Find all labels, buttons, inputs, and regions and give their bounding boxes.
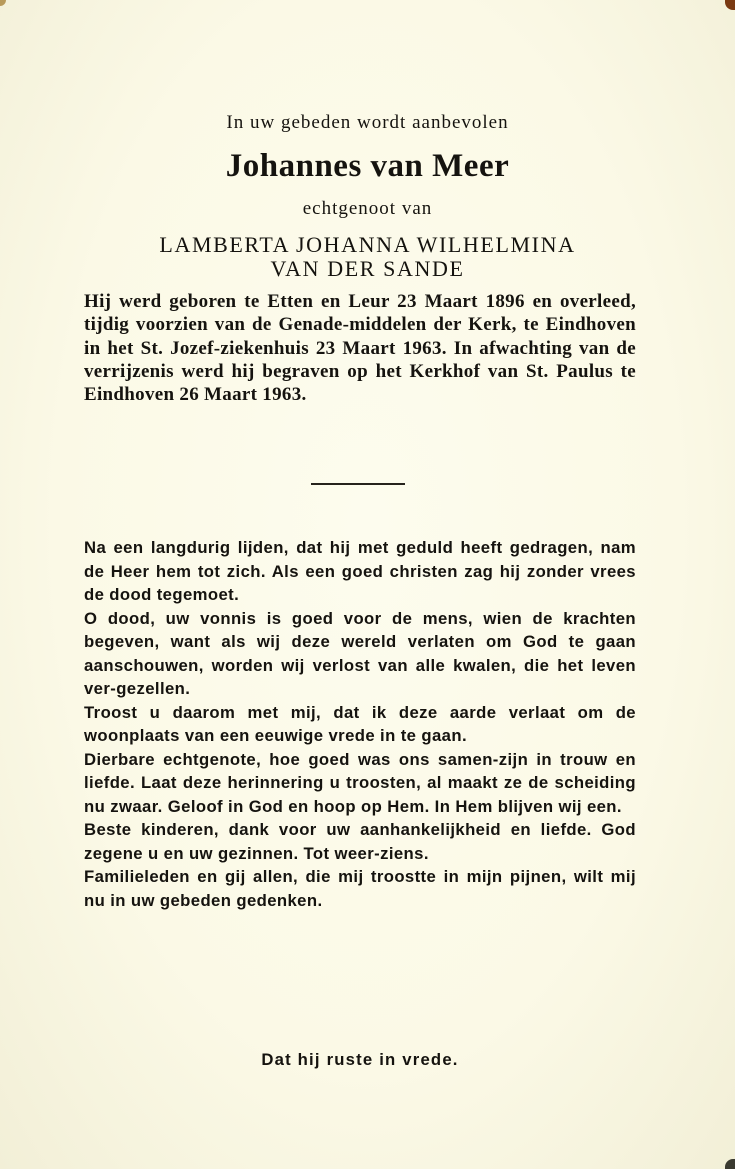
corner-wear (0, 0, 6, 6)
intro-line: In uw gebeden wordt aanbevolen (226, 112, 509, 133)
text-paragraph: Troost u daarom met mij, dat ik deze aarde verlaat om de woonplaats van een eeuwige vrede in te gaan. (84, 702, 636, 745)
text-paragraph: Familieleden en gij allen, die mij troostte in mijn pijnen, wilt mij nu in uw gebeden gedenken. (84, 867, 636, 910)
text-paragraph: Na een langdurig lijden, dat hij met geduld heeft gedragen, nam de Heer hem tot zich. Als een goed christen zag hij zonder vrees de dood tegemoet. (84, 538, 636, 604)
corner-wear (725, 1159, 735, 1169)
text-paragraph: O dood, uw vonnis is goed voor de mens, wien de krachten begeven, want als wij deze wereld verlaten om God te gaan aanschouwen, worden wij verlost van alle kwalen, die het leven ver-gezellen. (84, 608, 636, 698)
spouse-label: echtgenoot van (302, 198, 433, 219)
spouse-name-line: LAMBERTA JOHANNA WILHELMINA (159, 232, 576, 257)
text-paragraph: Dierbare echtgenote, hoe goed was ons samen-zijn in trouw en liefde. Laat deze herinnering u troosten, al maakt ze de scheiding nu zwaar. Geloof in God en hoop op Hem. In Hem blijven wij een. (84, 749, 636, 816)
divider-line (311, 483, 405, 485)
corner-wear (725, 0, 735, 10)
closing-line: Dat hij ruste in vrede. (261, 1050, 459, 1069)
biography-paragraph: Hij werd geboren te Etten en Leur 23 Maart 1896 en overleed, tijdig voorzien van de Genade-middelen der Kerk, te Eindhoven in het St. Jozef-ziekenhuis 23 Maart 1963. In afwachting van de verrijzenis werd hij begraven op het Kerkhof van St. Paulus te Eindhoven 26 Maart 1963. (84, 291, 636, 406)
reflection-text (84, 536, 636, 912)
deceased-name: Johannes van Meer (225, 148, 510, 184)
spouse-name-line: VAN DER SANDE (270, 256, 465, 281)
spouse-name (0, 233, 735, 281)
text-paragraph: Beste kinderen, dank voor uw aanhankelijkheid en liefde. God zegene u en uw gezinnen. Tot weer-ziens. (84, 820, 636, 863)
